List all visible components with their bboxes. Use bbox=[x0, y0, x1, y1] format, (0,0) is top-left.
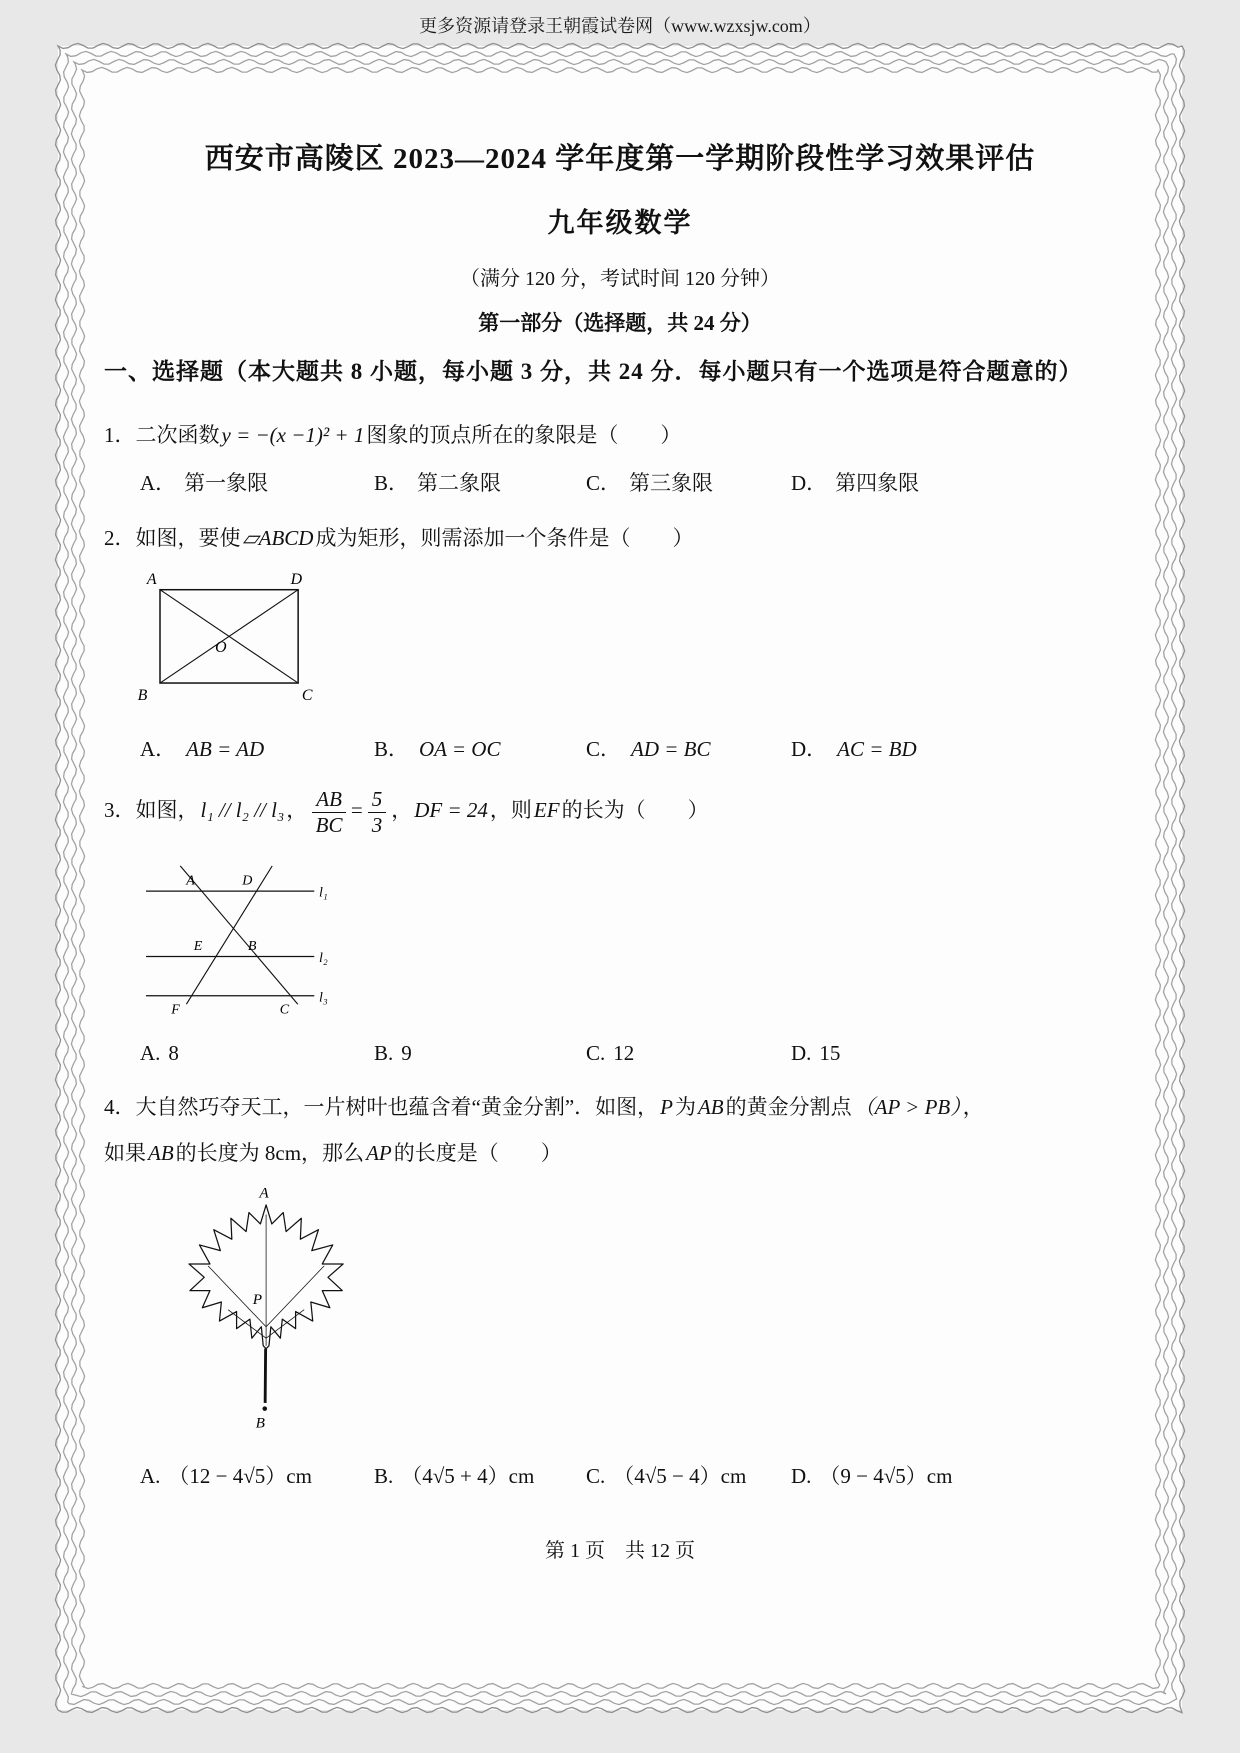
q3-figure bbox=[132, 849, 1136, 1027]
option-label: B． bbox=[374, 736, 410, 761]
option-text: 12 bbox=[613, 1041, 635, 1066]
page-number-footer: 第 1 页 共 12 页 bbox=[545, 1539, 695, 1562]
point-label-e: E bbox=[193, 939, 203, 955]
q4-mid1: 为 bbox=[674, 1095, 696, 1120]
q4-point-p: P bbox=[660, 1095, 673, 1120]
q3-fraction-right bbox=[368, 787, 387, 837]
option-text: （4√5 + 4）cm bbox=[401, 1463, 535, 1488]
leaf-figure bbox=[168, 1184, 368, 1441]
option-text: 8 bbox=[168, 1041, 179, 1066]
option-label: A. bbox=[140, 1463, 161, 1488]
q3-option-b bbox=[374, 1041, 586, 1066]
leaf-stem-tip bbox=[262, 1406, 267, 1411]
q3-fraction-left bbox=[312, 787, 346, 837]
q1-text-post: 图象的顶点所在的象限是（ ） bbox=[366, 422, 682, 447]
leaf-label-b: B bbox=[255, 1414, 265, 1432]
q4-line2-mid: 的长度为 8cm，那么 bbox=[175, 1140, 365, 1165]
option-text: 第四象限 bbox=[835, 471, 920, 496]
point-label-c: C bbox=[279, 1002, 290, 1018]
q3-sep1: ， bbox=[286, 797, 308, 822]
leaf-label-p: P bbox=[252, 1290, 263, 1308]
q1-option-a bbox=[140, 467, 374, 497]
line-label-l3: l₃ bbox=[318, 990, 328, 1006]
option-label: B. bbox=[374, 1463, 394, 1488]
option-text: AD = BC bbox=[631, 736, 711, 761]
q4-mid2: 的黄金分割点 bbox=[725, 1095, 852, 1120]
q1-text-pre: 1．二次函数 bbox=[104, 422, 220, 447]
question-2-stem bbox=[104, 521, 1136, 557]
fraction-numerator: AB bbox=[312, 787, 346, 813]
q3-equals: = bbox=[350, 797, 363, 822]
option-label: A． bbox=[140, 471, 177, 496]
section-instructions: 一、选择题（本大题共 8 小题，每小题 3 分，共 24 分．每小题只有一个选项是符合题意的） bbox=[104, 359, 1083, 384]
q2-text-post: 成为矩形，则需添加一个条件是（ ） bbox=[315, 526, 694, 551]
option-text: （9 − 4√5）cm bbox=[819, 1463, 953, 1488]
fraction-denominator: BC bbox=[315, 813, 343, 838]
q2-figure bbox=[132, 569, 1136, 719]
section-part-heading: 第一部分（选择题，共 24 分） bbox=[478, 311, 762, 335]
question-3-stem bbox=[104, 787, 1136, 837]
q4-figure bbox=[168, 1184, 1136, 1446]
q4-option-c bbox=[586, 1460, 791, 1490]
option-text: 第二象限 bbox=[417, 471, 502, 496]
q4-line2-post: 的长度是（ ） bbox=[393, 1140, 562, 1165]
q4-line2-ap: AP bbox=[366, 1140, 392, 1165]
option-text: AC = BD bbox=[837, 736, 917, 761]
option-text: 第三象限 bbox=[629, 471, 714, 496]
option-text: AB = AD bbox=[186, 736, 265, 761]
point-label-b: B bbox=[247, 939, 257, 955]
parallel-lines-figure bbox=[132, 849, 347, 1022]
q3-option-d bbox=[791, 1041, 1136, 1066]
point-label-d: D bbox=[242, 873, 253, 889]
q3-mid: ，则 bbox=[489, 797, 532, 822]
q1-options bbox=[104, 467, 1136, 497]
vertex-label-c: C bbox=[301, 686, 313, 704]
q4-line2-pre: 如果 bbox=[104, 1140, 146, 1165]
option-text: 第一象限 bbox=[184, 471, 269, 496]
q3-text-post: 的长为（ ） bbox=[561, 797, 709, 822]
option-text: 9 bbox=[401, 1041, 412, 1066]
option-label: D． bbox=[791, 471, 828, 496]
line-label-l2: l₂ bbox=[318, 951, 328, 967]
option-label: C． bbox=[586, 736, 622, 761]
leaf-label-a: A bbox=[259, 1183, 269, 1201]
q3-options bbox=[104, 1041, 1136, 1066]
q2-options bbox=[104, 733, 1136, 763]
option-text: （12 − 4√5）cm bbox=[168, 1463, 312, 1488]
paper-frame bbox=[58, 46, 1182, 1710]
rectangle-abcd-figure bbox=[132, 569, 328, 714]
q2-option-b bbox=[374, 733, 586, 763]
q2-option-d bbox=[791, 733, 1136, 763]
option-label: D. bbox=[791, 1463, 812, 1488]
exam-title: 西安市高陵区 2023—2024 学年度第一学期阶段性学习效果评估 bbox=[204, 143, 1036, 175]
line-label-l1: l₁ bbox=[318, 885, 328, 901]
q4-text-pre: 4．大自然巧夺天工，一片树叶也蕴含着“黄金分割”．如图， bbox=[104, 1095, 659, 1120]
vertex-label-d: D bbox=[290, 571, 303, 589]
q4-condition: （AP > PB） bbox=[853, 1095, 961, 1120]
question-1-stem bbox=[104, 418, 1136, 454]
option-label: A. bbox=[140, 1041, 161, 1066]
q4-option-d bbox=[791, 1460, 1136, 1490]
q2-option-c bbox=[586, 733, 791, 763]
option-label: B. bbox=[374, 1041, 394, 1066]
option-text: 15 bbox=[819, 1041, 841, 1066]
exam-meta: （满分 120 分，考试时间 120 分钟） bbox=[460, 268, 780, 290]
center-label-o: O bbox=[215, 639, 227, 657]
point-label-a: A bbox=[186, 873, 195, 889]
exam-subject: 九年级数学 bbox=[547, 208, 693, 238]
q3-option-c bbox=[586, 1041, 791, 1066]
q2-text-pre: 2．如图，要使 bbox=[104, 526, 241, 551]
option-text: （4√5 − 4）cm bbox=[613, 1463, 747, 1488]
option-label: D． bbox=[791, 736, 828, 761]
q3-parallel-lines: l₁ // l₂ // l₃ bbox=[200, 797, 285, 822]
q1-formula: y = −(x −1)² + 1 bbox=[221, 422, 365, 447]
option-label: C. bbox=[586, 1463, 606, 1488]
q3-option-a bbox=[140, 1041, 374, 1066]
fraction-numerator: 5 bbox=[368, 787, 387, 813]
fraction-denominator: 3 bbox=[371, 813, 383, 838]
q2-parallelogram: ▱ABCD bbox=[242, 526, 314, 551]
option-text: OA = OC bbox=[419, 736, 501, 761]
question-4-stem-line2 bbox=[104, 1136, 1136, 1172]
q1-option-b bbox=[374, 467, 586, 497]
vertex-label-a: A bbox=[146, 571, 157, 589]
q4-segment-ab: AB bbox=[697, 1095, 724, 1120]
q4-option-a bbox=[140, 1460, 374, 1490]
q3-target: EF bbox=[533, 797, 560, 822]
site-header-note: 更多资源请登录王朝霞试卷网（www.wzxsjw.com） bbox=[419, 16, 821, 36]
q3-text-pre: 3．如图， bbox=[104, 797, 199, 822]
q3-given: DF = 24 bbox=[414, 797, 488, 822]
transversal-def bbox=[186, 866, 272, 1004]
q3-sep2: ， bbox=[391, 797, 413, 822]
q1-option-d bbox=[791, 467, 1136, 497]
q4-line2-ab: AB bbox=[148, 1140, 174, 1165]
q4-option-b bbox=[374, 1460, 586, 1490]
point-label-f: F bbox=[171, 1002, 180, 1018]
q4-end: ， bbox=[962, 1095, 984, 1120]
option-label: D. bbox=[791, 1041, 812, 1066]
transversal-abc bbox=[180, 866, 298, 1004]
option-label: A． bbox=[140, 736, 177, 761]
vertex-label-b: B bbox=[137, 686, 148, 704]
option-label: B． bbox=[374, 471, 410, 496]
option-label: C. bbox=[586, 1041, 606, 1066]
paper-content bbox=[58, 46, 1182, 1710]
q1-option-c bbox=[586, 467, 791, 497]
question-4-stem-line1 bbox=[104, 1090, 1136, 1126]
option-label: C． bbox=[586, 471, 622, 496]
leaf-veins bbox=[208, 1214, 324, 1345]
q4-options bbox=[104, 1460, 1136, 1490]
q2-option-a bbox=[140, 733, 374, 763]
